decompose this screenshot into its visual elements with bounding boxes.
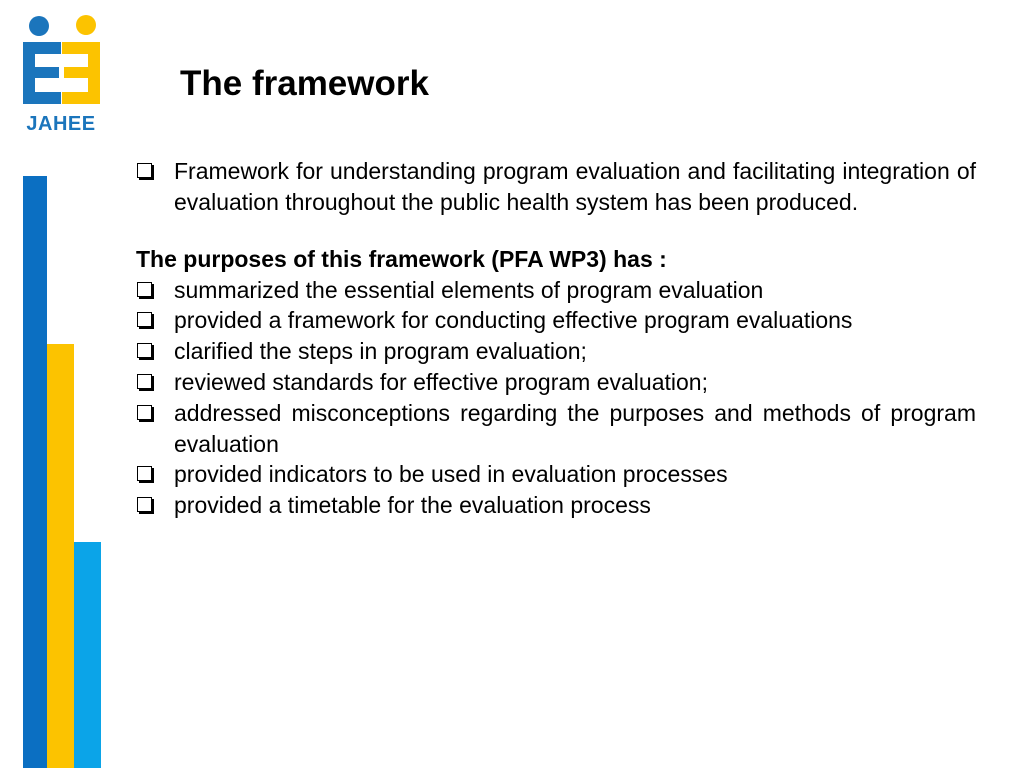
checkbox-square-icon [137,163,152,178]
list-item-text: reviewed standards for effective program evaluation; [174,368,708,395]
jahee-logo [20,12,108,136]
checkbox-square-icon [137,282,152,297]
list-item-text: addressed misconceptions regarding the purposes and methods of program evaluation [174,399,976,457]
logo-text: JAHEE [26,113,96,135]
list-item-text: provided a framework for conducting effective program evaluations [174,307,853,334]
checkbox-square-icon [137,374,152,389]
list-item-text: clarified the steps in program evaluation; [174,338,587,365]
list-item [136,490,976,521]
checkbox-square-icon [137,405,152,420]
purposes-heading: The purposes of this framework (PFA WP3) has : [136,245,667,272]
jahee-logo-icon [20,12,108,112]
list-item-text: summarized the essential elements of program evaluation [174,276,764,303]
list-item [136,367,976,398]
checkbox-square-icon [137,343,152,358]
list-item-text: provided indicators to be used in evaluation processes [174,461,728,488]
slide-content [136,156,976,521]
intro-bullet [136,156,976,218]
decor-bar-yellow [47,344,74,768]
list-item [136,459,976,490]
list-item [136,305,976,336]
checkbox-square-icon [137,497,152,512]
list-item-text: provided a timetable for the evaluation process [174,492,651,519]
list-item [136,336,976,367]
decor-bar-blue [23,176,47,768]
slide-title: The framework [180,64,429,103]
checkbox-square-icon [137,466,152,481]
list-item [136,398,976,460]
checkbox-square-icon [137,312,152,327]
intro-text: Framework for understanding program evaluation and facilitating integration of evaluation throughout the public health system has been produced. [174,158,976,215]
list-item [136,275,976,306]
decor-bar-light-blue [74,542,101,768]
